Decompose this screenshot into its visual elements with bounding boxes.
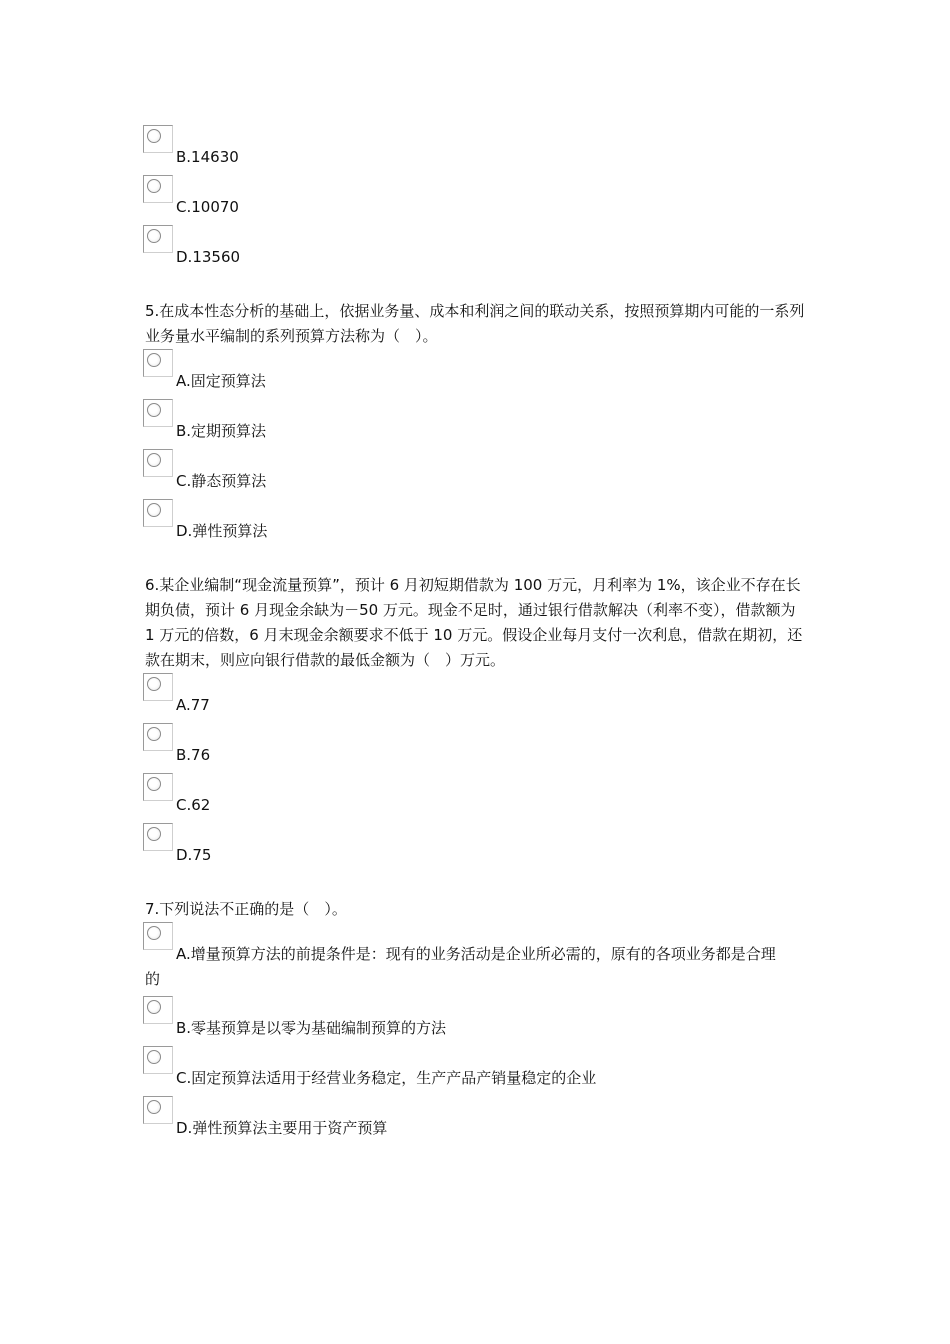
radio-button[interactable] [143, 499, 173, 527]
option-label: B.76 [176, 746, 211, 764]
option-label: D.弹性预算法 [176, 522, 268, 540]
option-label: B.14630 [176, 148, 239, 166]
radio-circle-icon [147, 827, 161, 841]
radio-button[interactable] [143, 225, 173, 253]
option-label: A.固定预算法 [176, 372, 266, 390]
option-label: C.静态预算法 [176, 472, 267, 490]
radio-button[interactable] [143, 175, 173, 203]
question-5-text: 5.在成本性态分析的基础上，依据业务量、成本和利润之间的联动关系，按照预算期内可能的一系列业务量水平编制的系列预算方法称为（ ）。 [145, 302, 805, 345]
radio-circle-icon [147, 1050, 161, 1064]
option-label: C.10070 [176, 198, 239, 216]
radio-circle-icon [147, 179, 161, 193]
option-label: D.13560 [176, 248, 241, 266]
radio-circle-icon [147, 777, 161, 791]
option-label: B.零基预算是以零为基础编制预算的方法 [176, 1019, 447, 1037]
radio-circle-icon [147, 129, 161, 143]
radio-circle-icon [147, 403, 161, 417]
radio-circle-icon [147, 1000, 161, 1014]
radio-button[interactable] [143, 399, 173, 427]
radio-circle-icon [147, 353, 161, 367]
option-label: B.定期预算法 [176, 422, 267, 440]
option-label: D.弹性预算法主要用于资产预算 [176, 1119, 388, 1137]
radio-circle-icon [147, 1100, 161, 1114]
radio-button[interactable] [143, 996, 173, 1024]
radio-button[interactable] [143, 723, 173, 751]
radio-button[interactable] [143, 125, 173, 153]
radio-button[interactable] [143, 349, 173, 377]
radio-button[interactable] [143, 449, 173, 477]
question-6-text: 6.某企业编制“现金流量预算”，预计 6 月初短期借款为 100 万元，月利率为 1%，该企业不存在长期负债，预计 6 月现金余缺为－50 万元。现金不足时，通过银行借款解决（利率不变），借款额为 1 万元的倍数，6 月末现金余额要求不低于 10 万元。假设企业每月支付一次利息，借款在期初，还款在期末，则应向银行借款的最低金额为（ ）万元。 [145, 576, 803, 669]
option-label: C.62 [176, 796, 211, 814]
radio-button[interactable] [143, 1096, 173, 1124]
radio-circle-icon [147, 503, 161, 517]
radio-circle-icon [147, 926, 161, 940]
radio-circle-icon [147, 229, 161, 243]
radio-button[interactable] [143, 823, 173, 851]
question-7-text: 7.下列说法不正确的是（ ）。 [145, 900, 347, 918]
radio-button[interactable] [143, 773, 173, 801]
option-label: C.固定预算法适用于经营业务稳定，生产产品产销量稳定的企业 [176, 1069, 597, 1087]
option-label: A.77 [176, 696, 210, 714]
radio-circle-icon [147, 453, 161, 467]
radio-button[interactable] [143, 673, 173, 701]
radio-circle-icon [147, 677, 161, 691]
radio-button[interactable] [143, 1046, 173, 1074]
radio-circle-icon [147, 727, 161, 741]
option-label: D.75 [176, 846, 212, 864]
option-label: A.增量预算方法的前提条件是：现有的业务活动是企业所必需的，原有的各项业务都是合理的 [145, 945, 776, 988]
